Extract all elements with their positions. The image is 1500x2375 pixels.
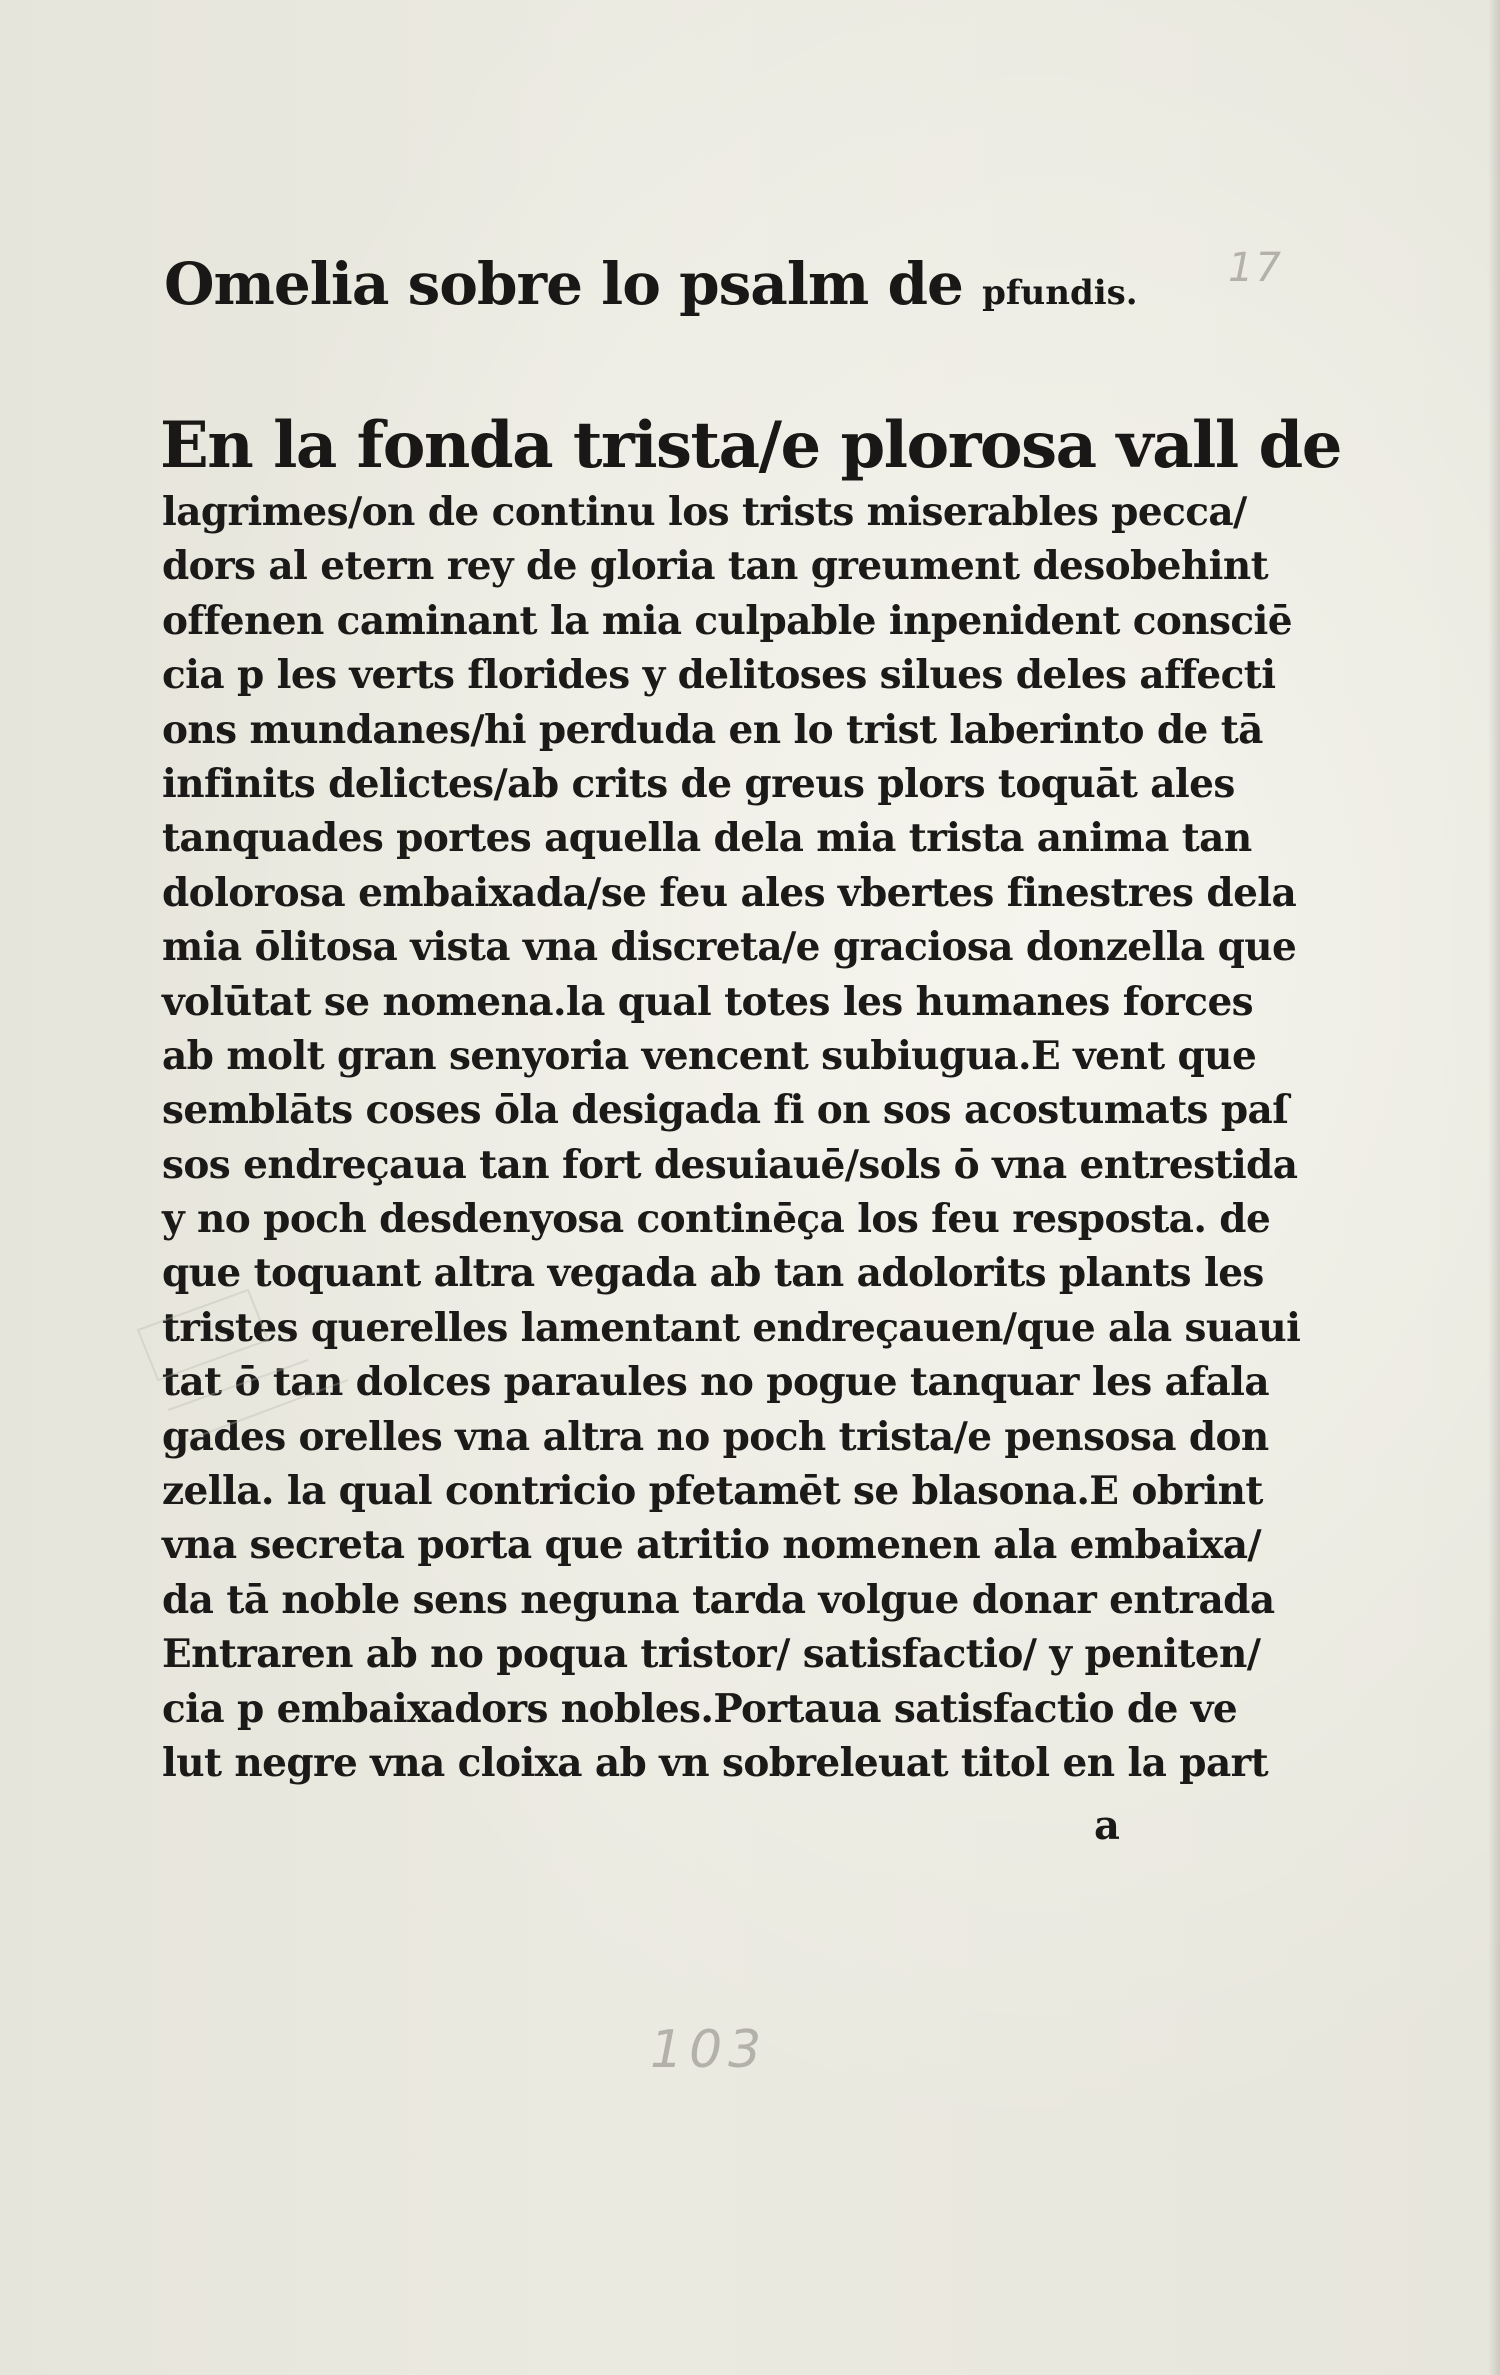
heading-main-text: Omelia sobre lo psalm de	[164, 250, 963, 318]
text-line: dors al etern rey de gloria tan greument desobehint	[162, 543, 1269, 590]
opening-line: En la fonda trista/e plorosa vall de	[160, 408, 1341, 483]
watermark-logo	[128, 1270, 388, 1460]
text-line: lagrimes/on de continu los trists miserables pecca/	[162, 489, 1247, 535]
text-line: da tā noble sens neguna tarda volgue donar entrada	[162, 1576, 1275, 1623]
text-line: lut negre vna cloixa ab vn sobreleuat titol en la part	[162, 1739, 1269, 1786]
text-line: vna secreta porta que atritio nomenen ala embaixa/	[162, 1522, 1262, 1569]
text-line: offenen caminant la mia culpable inpenident consciē	[162, 597, 1292, 644]
text-line: cia p embaixadors nobles.Portaua satisfactio de ve	[162, 1685, 1238, 1732]
text-line: sos endreçaua tan fort desuiauē/sols ō vna entrestida	[162, 1141, 1298, 1188]
text-line: Entraren ab no poqua tristor/ satisfactio/ y peniten/	[162, 1631, 1261, 1678]
body-text	[162, 485, 1301, 1790]
text-line: que toquant altra vegada ab tan adolorits plants les	[162, 1250, 1264, 1297]
text-line: tat ō tan dolces paraules no pogue tanquar les afala	[162, 1359, 1270, 1406]
text-line: gades orelles vna altra no poch trista/e pensosa don	[162, 1413, 1269, 1460]
text-line: cia p les verts florides y delitoses silues deles affecti	[162, 652, 1276, 699]
text-line: dolorosa embaixada/se feu ales vbertes finestres dela	[162, 869, 1297, 916]
text-line: y no poch desdenyosa continēça los feu resposta. de	[162, 1196, 1271, 1243]
heading-abbreviation: pfundis.	[982, 273, 1138, 313]
pencil-page-number-bottom: 103	[650, 2020, 768, 2080]
catchword: a	[1094, 1802, 1120, 1849]
text-line: ab molt gran senyoria vencent subiugua.E vent que	[162, 1032, 1257, 1079]
text-line: tanquades portes aquella dela mia trista anima tan	[162, 815, 1252, 862]
text-line: tristes querelles lamentant endreçauen/que ala suaui	[162, 1304, 1301, 1351]
page-heading	[164, 250, 1138, 318]
text-line: mia ōlitosa vista vna discreta/e graciosa donzella que	[162, 924, 1297, 971]
text-line: semblāts coses ōla desigada fi on sos acostumats paſ	[162, 1087, 1289, 1134]
text-line: volūtat se nomena.la qual totes les humanes forces	[162, 978, 1254, 1025]
pencil-folio-number-top: 17	[1228, 245, 1283, 291]
text-line: zella. la qual contricio pfetamēt se blasona.E obrint	[162, 1468, 1263, 1515]
text-line: ons mundanes/hi perduda en lo trist laberinto de tā	[162, 706, 1263, 753]
text-line: infinits delictes/ab crits de greus plors toquāt ales	[162, 760, 1235, 807]
